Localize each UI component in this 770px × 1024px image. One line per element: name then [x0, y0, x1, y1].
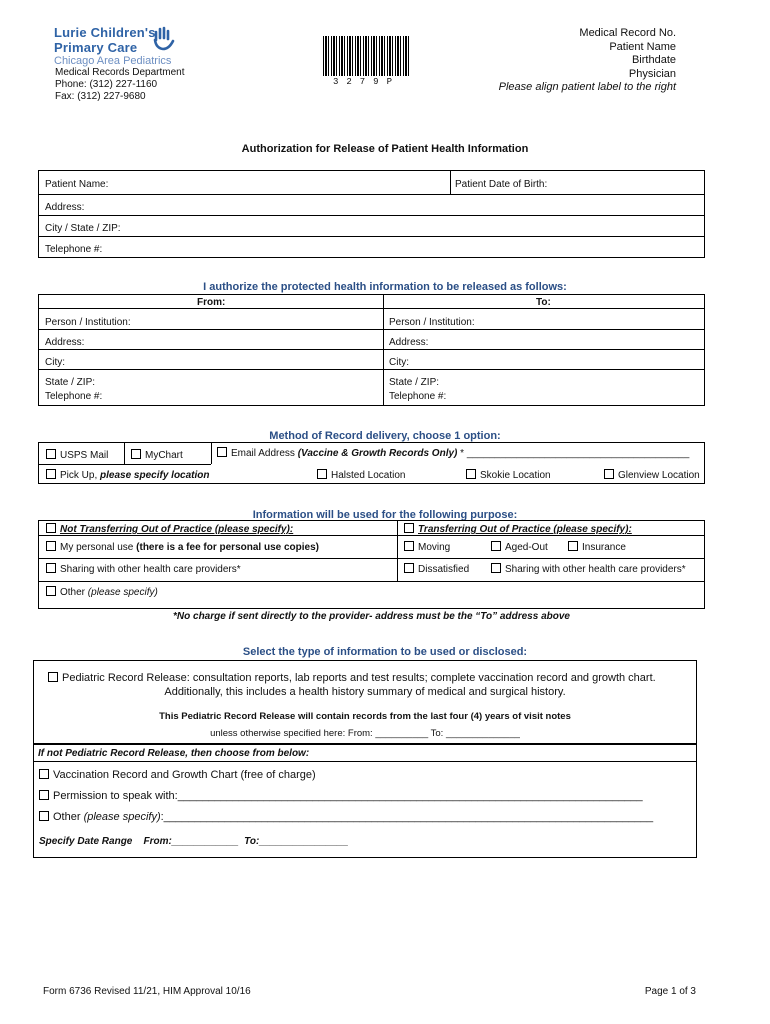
release-section-title: I authorize the protected health information to be released as follows: — [203, 281, 567, 293]
usps-checkbox[interactable] — [46, 449, 56, 459]
moving-label: Moving — [418, 542, 451, 553]
to-city-field[interactable]: City: — [389, 357, 409, 368]
aged-out-option[interactable] — [491, 541, 548, 553]
barcode — [323, 36, 410, 88]
physician-label: Physician — [628, 67, 676, 80]
patient-phone-field[interactable]: Telephone #: — [45, 244, 103, 255]
other-info-option[interactable] — [39, 811, 653, 823]
divider — [39, 369, 704, 370]
date-range-field[interactable]: Specify Date Range From:____________ To:________________ — [39, 836, 349, 847]
permission-checkbox[interactable] — [39, 790, 49, 800]
halsted-checkbox[interactable] — [317, 469, 327, 479]
divider — [39, 215, 704, 216]
four-years-note: This Pediatric Record Release will contain records from the last four (4) years of visit notes — [159, 711, 571, 722]
to-header: To: — [536, 297, 551, 308]
mychart-option[interactable] — [131, 449, 183, 461]
mychart-checkbox[interactable] — [131, 449, 141, 459]
page-number: Page 1 of 3 — [644, 986, 696, 997]
patient-dob-field[interactable]: Patient Date of Birth: — [455, 179, 548, 190]
moving-checkbox[interactable] — [404, 541, 414, 551]
date-override-field[interactable]: unless otherwise specified here: From: __________ To: ______________ — [210, 728, 520, 739]
pediatric-checkbox[interactable] — [48, 672, 58, 682]
halsted-label: Halsted Location — [331, 470, 406, 481]
permission-option[interactable] — [39, 790, 643, 802]
department-phone: Phone: (312) 227-1160 — [55, 79, 158, 90]
logo-line-1: Lurie Children's — [54, 25, 156, 40]
medical-record-no-label: Medical Record No. — [579, 27, 676, 39]
email-checkbox[interactable] — [217, 447, 227, 457]
other-purpose-checkbox[interactable] — [46, 586, 56, 596]
pediatric-box — [33, 660, 697, 744]
personal-use-option[interactable] — [46, 541, 319, 553]
other-info-checkbox[interactable] — [39, 811, 49, 821]
from-person-field[interactable]: Person / Institution: — [45, 317, 131, 328]
other-info-note: (please specify) — [83, 811, 161, 823]
purpose-note: *No charge if sent directly to the provider- address must be the “To” address above — [173, 611, 570, 622]
vaccination-option[interactable] — [39, 769, 316, 781]
not-transferring-label: Not Transferring Out of Practice (please specify): — [60, 524, 294, 535]
personal-use-fee: (there is a fee for personal use copies) — [136, 542, 319, 553]
divider — [397, 521, 398, 581]
sharing-left-option[interactable] — [46, 563, 241, 575]
transferring-option[interactable] — [404, 523, 632, 535]
sharing-right-option[interactable] — [491, 563, 686, 575]
transferring-checkbox[interactable] — [404, 523, 414, 533]
divider — [39, 349, 704, 350]
other-info-label: Other — [53, 811, 84, 823]
divider — [39, 464, 211, 465]
halsted-option[interactable] — [317, 469, 406, 481]
divider — [39, 558, 704, 559]
alternative-box — [33, 744, 697, 858]
glenview-checkbox[interactable] — [604, 469, 614, 479]
skokie-label: Skokie Location — [480, 470, 551, 481]
skokie-option[interactable] — [466, 469, 551, 481]
aged-out-checkbox[interactable] — [491, 541, 501, 551]
moving-option[interactable] — [404, 541, 450, 553]
personal-use-checkbox[interactable] — [46, 541, 56, 551]
not-transferring-option[interactable] — [46, 523, 293, 535]
vaccination-label: Vaccination Record and Growth Chart (free of charge) — [53, 769, 316, 781]
label-note: Please align patient label to the right — [498, 81, 676, 93]
pickup-label: Pick Up, — [60, 470, 101, 481]
barcode-bars — [323, 36, 410, 76]
patient-label-area — [499, 27, 676, 95]
patient-address-field[interactable]: Address: — [45, 202, 85, 213]
from-header: From: — [197, 297, 226, 308]
department-name: Medical Records Department — [55, 67, 185, 78]
pediatric-line-2: Additionally, this includes a health history summary of medical and surgical history. — [164, 686, 566, 698]
dissatisfied-checkbox[interactable] — [404, 563, 414, 573]
logo-line-3: Chicago Area Pediatrics — [54, 55, 172, 67]
glenview-option[interactable] — [604, 469, 700, 481]
barcode-number: 3279P — [332, 77, 400, 87]
permission-label: Permission to speak with:____________________________________________________________________________ — [53, 790, 643, 802]
email-line[interactable]: * ________________________________________ — [457, 448, 690, 459]
department-fax: Fax: (312) 227-9680 — [55, 91, 146, 102]
pickup-note: please specify location — [100, 470, 210, 481]
insurance-option[interactable] — [568, 541, 626, 553]
if-not-heading: If not Pediatric Record Release, then choose from below: — [38, 748, 310, 759]
patient-name-label: Patient Name — [609, 40, 676, 53]
other-purpose-option[interactable] — [46, 586, 158, 598]
from-city-field[interactable]: City: — [45, 357, 65, 368]
divider — [39, 236, 704, 237]
patient-city-field[interactable]: City / State / ZIP: — [45, 223, 121, 234]
from-address-field[interactable]: Address: — [45, 337, 85, 348]
purpose-box — [38, 520, 705, 622]
divider — [124, 443, 125, 464]
not-transferring-checkbox[interactable] — [46, 523, 56, 533]
purpose-section-title: Information will be used for the following purpose: — [252, 509, 518, 521]
from-phone-field[interactable]: Telephone #: — [45, 391, 103, 402]
divider — [450, 171, 451, 194]
usps-option[interactable] — [46, 449, 108, 461]
email-label: Email Address — [231, 448, 298, 459]
pickup-checkbox[interactable] — [46, 469, 56, 479]
sharing-left-checkbox[interactable] — [46, 563, 56, 573]
aged-out-label: Aged-Out — [505, 542, 548, 553]
delivery-section-title: Method of Record delivery, choose 1 option: — [269, 430, 501, 442]
form-number: Form 6736 Revised 11/21, HIM Approval 10/16 — [43, 986, 251, 997]
to-state-field[interactable]: State / ZIP: — [389, 377, 440, 388]
usps-label: USPS Mail — [60, 450, 109, 461]
mychart-label: MyChart — [145, 450, 183, 461]
divider — [39, 329, 704, 330]
transferring-label: Transferring Out of Practice (please specify): — [418, 524, 632, 535]
patient-info-box — [38, 170, 705, 258]
hand-logo-icon — [152, 26, 176, 52]
form-title: Authorization for Release of Patient Health Information — [241, 143, 529, 155]
glenview-label: Glenview Location — [618, 470, 700, 481]
divider — [39, 194, 704, 195]
other-purpose-label: Other — [60, 587, 88, 598]
dissatisfied-label: Dissatisfied — [418, 564, 470, 575]
email-option[interactable] — [217, 447, 689, 459]
divider — [34, 761, 696, 762]
to-address-field[interactable]: Address: — [389, 337, 429, 348]
to-person-field[interactable]: Person / Institution: — [389, 317, 475, 328]
release-box — [38, 294, 705, 406]
insurance-label: Insurance — [582, 542, 626, 553]
patient-name-field[interactable]: Patient Name: — [45, 179, 109, 190]
divider — [39, 581, 704, 582]
divider — [39, 535, 704, 536]
sharing-right-label: Sharing with other health care providers* — [505, 564, 686, 575]
email-note: (Vaccine & Growth Records Only) — [297, 448, 458, 459]
dissatisfied-option[interactable] — [404, 563, 469, 575]
insurance-checkbox[interactable] — [568, 541, 578, 551]
divider — [39, 308, 704, 309]
delivery-box — [38, 442, 705, 484]
sharing-right-checkbox[interactable] — [491, 563, 501, 573]
sharing-left-label: Sharing with other health care providers* — [60, 564, 241, 575]
other-info-line[interactable]: :________________________________________________________________________________ — [160, 811, 654, 823]
pickup-option[interactable] — [46, 469, 210, 481]
vaccination-checkbox[interactable] — [39, 769, 49, 779]
to-phone-field[interactable]: Telephone #: — [389, 391, 447, 402]
department-info — [55, 67, 185, 103]
pediatric-option[interactable] — [48, 672, 656, 684]
divider — [383, 295, 384, 405]
pediatric-line-1: Pediatric Record Release: consultation reports, lab reports and test results; complete vaccination record and growth chart. — [62, 672, 656, 684]
personal-use-label: My personal use — [60, 542, 137, 553]
logo-line-2: Primary Care — [54, 40, 138, 55]
from-state-field[interactable]: State / ZIP: — [45, 377, 96, 388]
divider — [211, 443, 212, 464]
skokie-checkbox[interactable] — [466, 469, 476, 479]
other-purpose-note: (please specify) — [87, 587, 158, 598]
birthdate-label: Birthdate — [631, 54, 676, 66]
info-type-section-title: Select the type of information to be used or disclosed: — [242, 646, 528, 658]
